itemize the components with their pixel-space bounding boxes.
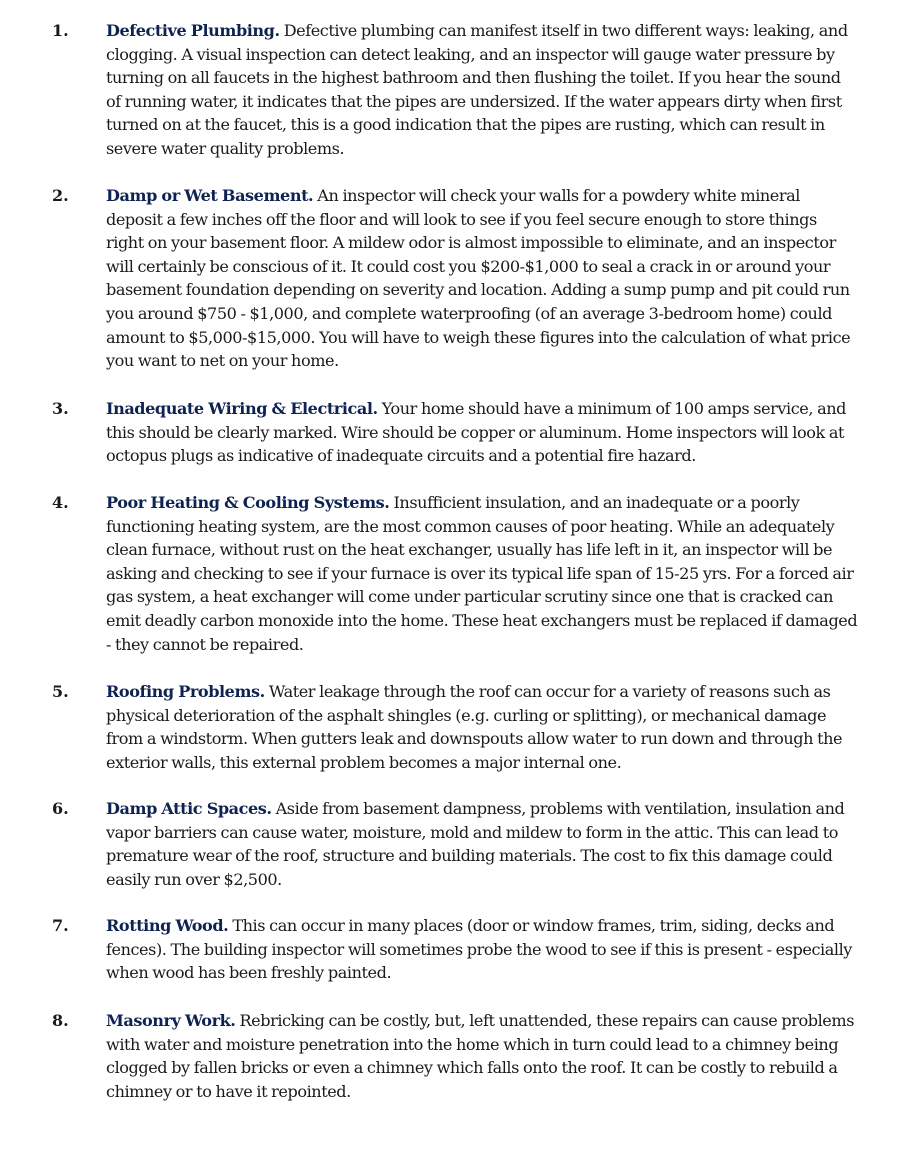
item-body: This can occur in many places (door or window frames, trim, siding, decks and fences). The building inspector will sometimes probe the wood to see if this is present - especially when wood has been freshly painted. (106, 916, 852, 983)
item-paragraph (106, 797, 858, 891)
item-body: Water leakage through the roof can occur for a variety of reasons such as physical deterioration of the asphalt shingles (e.g. curling or splitting), or mechanical damage from a windstorm. When gutters leak and downspouts allow water to run down and through the exterior walls, this external problem becomes a major internal one. (106, 682, 843, 772)
item-number: 8. (52, 1011, 69, 1030)
item-title: Poor Heating & Cooling Systems. (106, 493, 390, 512)
item-number: 3. (52, 399, 69, 418)
item-number: 4. (52, 493, 69, 512)
item-paragraph (106, 914, 858, 985)
item-paragraph (106, 184, 858, 373)
item-number: 5. (52, 682, 69, 701)
item-title: Roofing Problems. (106, 682, 265, 701)
item-paragraph (106, 397, 858, 468)
item-title: Damp Attic Spaces. (106, 799, 272, 818)
item-title: Rotting Wood. (106, 916, 229, 935)
item-paragraph (106, 1009, 858, 1103)
item-body: Rebricking can be costly, but, left unattended, these repairs can cause problems with water and moisture penetration into the home which in turn could lead to a chimney being clogged by fallen bricks or even a chimney which falls onto the roof. It can be costly to rebuild a chimney or to have it repointed. (106, 1011, 855, 1101)
item-number: 2. (52, 186, 69, 205)
item-title: Inadequate Wiring & Electrical. (106, 399, 378, 418)
item-number: 7. (52, 916, 69, 935)
item-body: An inspector will check your walls for a powdery white mineral deposit a few inches off the floor and will look to see if you feel secure enough to store things right on your basement floor. A mildew odor is almost impossible to eliminate, and an inspector will certainly be conscious of it. It could cost you $200-$1,000 to seal a crack in or around your basement foundation depending on severity and location. Adding a sump pump and pit could run you around $750 - $1,000, and complete waterproofing (of an average 3-bedroom home) could amount to $5,000-$15,000. You will have to weigh these figures into the calculation of what price you want to net on your home. (106, 186, 851, 371)
item-title: Defective Plumbing. (106, 21, 280, 40)
item-body: Insufficient insulation, and an inadequate or a poorly functioning heating system, are the most common causes of poor heating. While an adequately clean furnace, without rust on the heat exchanger, usually has life left in it, an inspector will be asking and checking to see if your furnace is over its typical life span of 15-25 yrs. For a forced air gas system, a heat exchanger will come under particular scrutiny since one that is cracked can emit deadly carbon monoxide into the home. These heat exchangers must be replaced if damaged - they cannot be repaired. (106, 493, 858, 654)
item-number: 6. (52, 799, 69, 818)
item-body: Your home should have a minimum of 100 amps service, and this should be clearly marked. Wire should be copper or aluminum. Home inspectors will look at octopus plugs as indicative of inadequate circuits and a potential fire hazard. (106, 399, 846, 466)
item-title: Damp or Wet Basement. (106, 186, 314, 205)
item-paragraph (106, 680, 858, 774)
item-title: Masonry Work. (106, 1011, 236, 1030)
item-paragraph (106, 19, 858, 161)
item-body: Aside from basement dampness, problems with ventilation, insulation and vapor barriers can cause water, moisture, mold and mildew to form in the attic. This can lead to premature wear of the roof, structure and building materials. The cost to fix this damage could easily run over $2,500. (106, 799, 845, 889)
item-number: 1. (52, 21, 69, 40)
item-paragraph (106, 491, 858, 656)
item-body: Defective plumbing can manifest itself in two different ways: leaking, and clogging. A visual inspection can detect leaking, and an inspector will gauge water pressure by turning on all faucets in the highest bathroom and then flushing the toilet. If you hear the sound of running water, it indicates that the pipes are undersized. If the water appears dirty when first turned on at the faucet, this is a good indication that the pipes are rusting, which can result in severe water quality problems. (106, 21, 848, 158)
